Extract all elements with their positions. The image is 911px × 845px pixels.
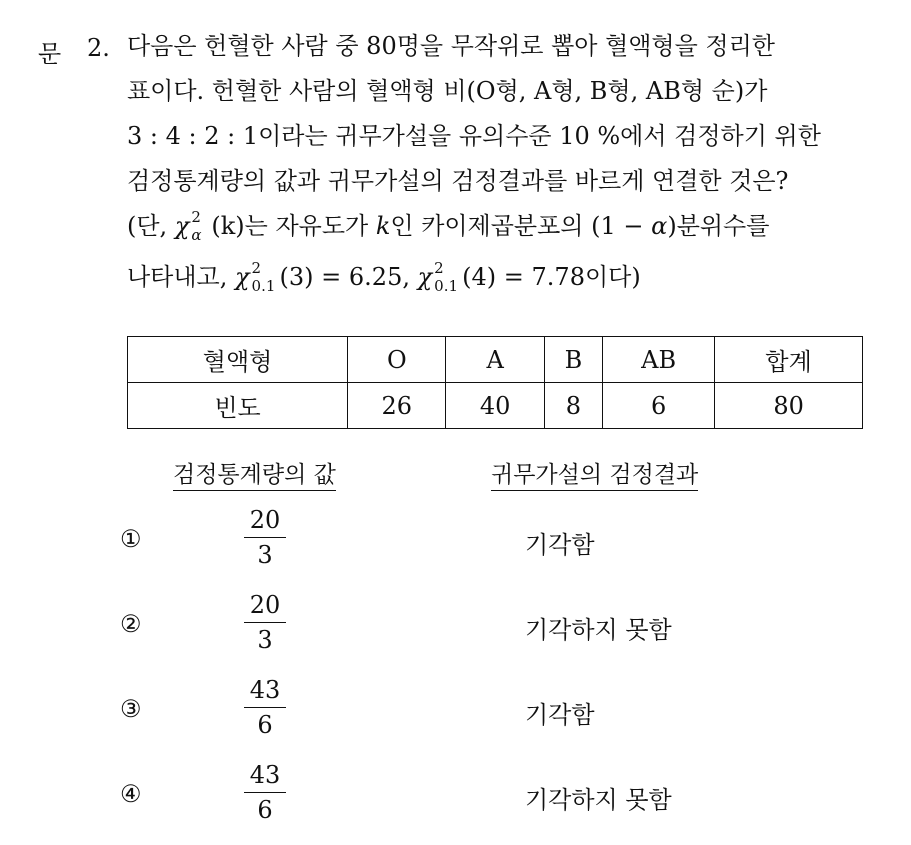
option-result: 기각하지 못함 [525,786,672,814]
option-result: 기각하지 못함 [525,616,672,644]
result-column-header: 귀무가설의 검정결과 [491,456,698,489]
statistic-column-header: 검정통계량의 값 [173,456,336,489]
statistic-fraction: 43 6 [240,760,290,825]
answer-option-2[interactable] [0,590,911,660]
statistic-fraction: 20 3 [240,505,290,570]
table-cell: 40 [446,383,544,429]
note-line-2: 나타내고, χ 2 0.1 (3) = 6.25, χ 2 0.1 (4) = 7.78이다) [127,258,641,295]
question-number: 2. [87,34,110,62]
stem-line: 다음은 헌혈한 사람 중 80명을 무작위로 뽑아 혈액형을 정리한 [127,32,775,60]
stem-line: 검정통계량의 값과 귀무가설의 검정결과를 바르게 연결한 것은? [127,167,789,195]
table-cell: 80 [715,383,863,429]
answer-option-4[interactable] [0,760,911,830]
table-cell: 혈액형 [128,337,348,383]
chi-symbol: χ [417,263,433,291]
table-cell: AB [603,337,715,383]
question-label: 문 [38,40,62,68]
stem-line: 표이다. 헌혈한 사람의 혈액형 비(O형, A형, B형, AB형 순)가 [127,77,768,105]
option-mark: ③ [120,695,142,723]
table-cell: 빈도 [128,383,348,429]
question-stem [127,24,887,300]
note-line-1: (단, χ 2 α (k)는 자유도가 k인 카이제곱분포의 (1 − α)분위수를 [127,207,770,244]
table-cell: O [348,337,446,383]
frequency-table [127,336,863,429]
table-cell: 합계 [715,337,863,383]
chi-symbol: χ [174,212,190,240]
option-mark: ① [120,525,142,553]
chi-symbol: χ [235,263,250,291]
table-cell: B [544,337,602,383]
table-cell: 8 [544,383,602,429]
table-cell: 26 [348,383,446,429]
option-result: 기각함 [525,531,595,559]
table-cell: A [446,337,544,383]
answer-option-3[interactable] [0,675,911,745]
option-result: 기각함 [525,701,595,729]
answer-option-1[interactable] [0,505,911,575]
statistic-fraction: 20 3 [240,590,290,655]
table-row [128,383,863,429]
statistic-fraction: 43 6 [240,675,290,740]
table-cell: 6 [603,383,715,429]
stem-line: 3 : 4 : 2 : 1이라는 귀무가설을 유의수준 10 %에서 검정하기 위한 [127,122,821,150]
option-mark: ④ [120,780,142,808]
option-mark: ② [120,610,142,638]
table-header-row [128,337,863,383]
